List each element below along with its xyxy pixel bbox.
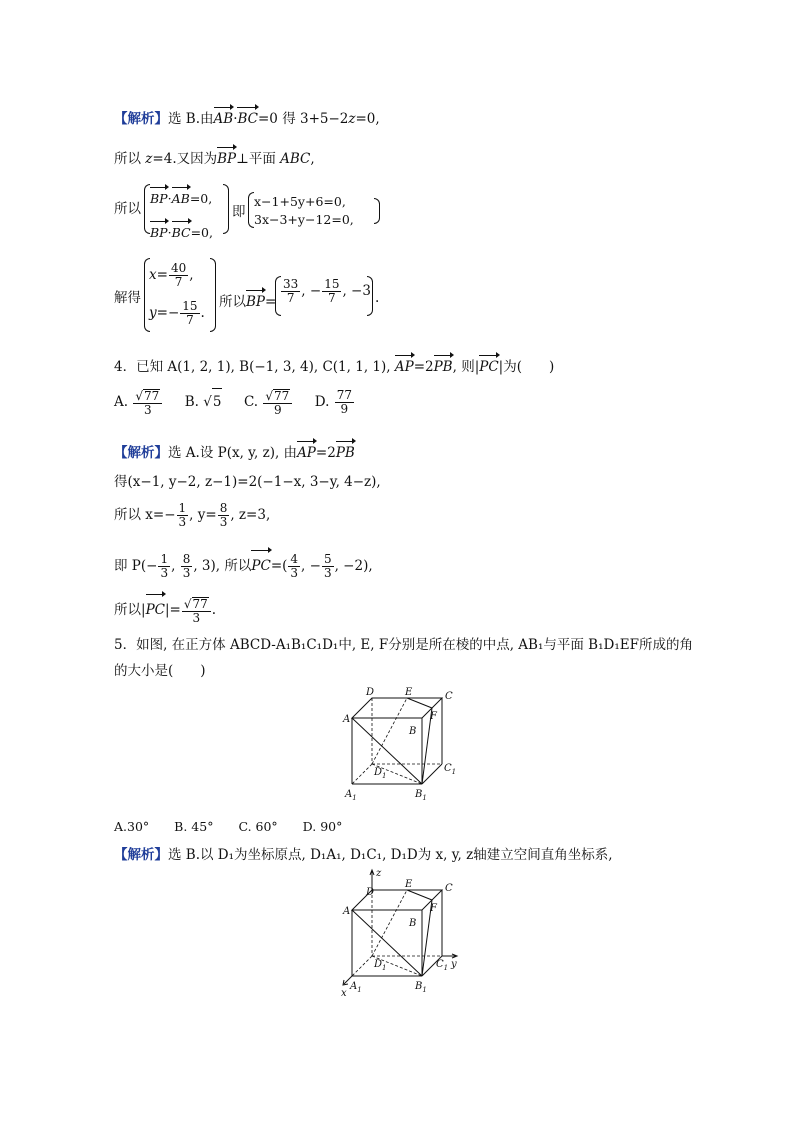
text: . — [375, 290, 380, 306]
solution-5-line-1 — [114, 846, 613, 864]
subscript: 1 — [443, 964, 449, 972]
denominator: 7 — [286, 291, 295, 305]
fraction-15-7b — [322, 278, 341, 305]
question-4-options: A. $\frac{√77}{3}$ B. √5 C. $\frac{√77}{9}$ D. $\frac{77}{9}$ — [114, 388, 352, 417]
solution-tag: 【解析】 — [114, 847, 168, 863]
text: |为( ) — [498, 359, 555, 375]
text: ⊥平面 — [236, 151, 276, 167]
denominator: 3 — [182, 566, 191, 580]
text: 所以| — [114, 602, 146, 618]
solution-3-line-4-label — [114, 289, 141, 307]
solve-y: y=− $\frac{15}{7}$ . — [149, 299, 205, 327]
text: 选 B.以 D₁为坐标原点, D₁A₁, D₁C₁, D₁D为 x, y, z轴建立空间直角坐标系, — [168, 847, 613, 863]
letter: D — [374, 767, 383, 778]
text: , − — [301, 283, 322, 299]
option-c-label: C. — [243, 394, 259, 410]
fraction-33-7 — [281, 278, 300, 305]
solution-tag: 【解析】 — [114, 111, 168, 127]
label-D: D — [366, 687, 375, 698]
option-d-label: D. — [314, 394, 330, 410]
numerator: 8 — [182, 552, 191, 566]
text: =0 得 3+5−2 — [258, 111, 349, 127]
option-b-value: 5 — [212, 388, 223, 415]
solution-3-line-2 — [114, 146, 315, 168]
label-A1 — [344, 789, 357, 802]
denominator: 3 — [192, 610, 201, 625]
label-C1 — [444, 763, 456, 776]
letter: C — [436, 959, 444, 970]
right-brace — [374, 198, 380, 224]
label-D: D — [366, 887, 375, 898]
vector-AB: AB — [172, 186, 190, 208]
label-C1 — [436, 959, 448, 972]
label-B: B — [409, 726, 417, 737]
denominator: 3 — [290, 566, 299, 580]
denominator: 7 — [186, 313, 194, 327]
numerator: 33 — [283, 277, 299, 291]
axis-z-label: z — [376, 868, 382, 879]
vector-PB: PB — [434, 354, 453, 376]
label-D1 — [373, 767, 387, 780]
solution-4-line-4: 即 P(− $\frac{1}{3}$ , $\frac{8}{3}$ , 3), 所以PC=( $\frac{4}{3}$ , − $\frac{5}{3}$ , −2), — [114, 549, 373, 580]
text: 选 B.由 — [168, 111, 214, 127]
text: x= — [149, 267, 168, 283]
text: =0, — [355, 111, 380, 127]
denominator: 9 — [340, 402, 349, 416]
numerator: 8 — [219, 501, 228, 515]
text: z — [145, 151, 153, 167]
text — [232, 203, 246, 221]
solution-3-line-3-label — [114, 200, 141, 218]
letter: B — [415, 789, 423, 800]
fraction-1-3b — [158, 553, 170, 580]
label-C: C — [445, 883, 453, 894]
label-A1 — [349, 981, 362, 994]
solution-3-line-1 — [114, 106, 380, 128]
text: 得(x−1, y−2, z−1)=2(−1−x, 3−y, 4−z), — [114, 474, 381, 490]
fraction-8-3 — [218, 502, 230, 529]
question-4 — [114, 354, 554, 376]
letter: C — [444, 763, 452, 774]
right-paren — [367, 276, 373, 316]
subscript: 1 — [382, 772, 387, 780]
numerator: 1 — [178, 501, 187, 515]
text: ABC — [280, 151, 311, 167]
text: , −2 — [334, 558, 364, 574]
vector-BP: BP — [246, 289, 265, 311]
text: , −3 — [342, 283, 371, 299]
option-b-label: B. — [184, 394, 199, 410]
label-C: C — [445, 691, 453, 702]
vector-BP: BP — [150, 186, 168, 208]
solve-result — [219, 289, 276, 311]
text: · — [233, 111, 238, 127]
text: 解得 — [114, 290, 141, 306]
numerator: 5 — [323, 552, 332, 566]
label-B: B — [409, 918, 417, 929]
text: =2 — [413, 359, 434, 375]
solution-4-line-5: 所以|PC|= $\frac{√77}{3}$ . — [114, 593, 216, 625]
subscript: 1 — [422, 986, 427, 994]
label-A: A — [343, 906, 351, 917]
solution-4-line-3 — [114, 502, 270, 529]
subscript: 1 — [422, 794, 427, 802]
text: =0, — [189, 191, 213, 206]
text: =2 — [315, 445, 336, 461]
numerator: 77 — [336, 388, 352, 402]
denominator: 3 — [160, 566, 169, 580]
text: , 则| — [452, 359, 480, 375]
vector-components — [280, 278, 371, 305]
text: x−1+5y+6=0, — [254, 194, 346, 209]
label-A: A — [343, 714, 351, 725]
label-F: F — [430, 903, 437, 914]
text: y=− — [149, 305, 180, 321]
letter: A — [345, 789, 353, 800]
denominator: 3 — [323, 566, 332, 580]
denominator: 3 — [143, 402, 152, 417]
result-value: $\frac{√77}{3}$ — [182, 597, 211, 625]
radicand: 77 — [274, 388, 290, 403]
numerator: 15 — [182, 299, 198, 313]
text: 3x−3+y−12=0, — [254, 212, 354, 227]
fraction-5-3 — [322, 553, 334, 580]
denominator: 9 — [274, 402, 282, 417]
text: = — [265, 294, 277, 310]
label-F: F — [430, 711, 437, 722]
solution-4-line-2 — [114, 473, 381, 491]
text: , − — [301, 558, 321, 574]
text: 所以 x=− — [114, 507, 176, 523]
option-a-value: $\frac{√77}{3}$ — [133, 389, 162, 417]
text: 所以 — [219, 294, 246, 310]
axis-x-label: x — [341, 988, 347, 999]
numerator: 40 — [170, 261, 187, 275]
vector-BP: BP — [150, 220, 168, 242]
vector-PC: PC — [251, 549, 270, 579]
denominator: 3 — [178, 515, 187, 529]
text: 所以 — [114, 201, 141, 217]
text: , z=3, — [230, 507, 271, 523]
text: 即 — [232, 204, 246, 220]
label-E: E — [405, 687, 413, 698]
denominator: 3 — [219, 515, 228, 529]
letter: D — [374, 959, 383, 970]
label-E: E — [405, 879, 413, 890]
vector-AP: AP — [297, 440, 316, 462]
system-row-1: BP·AB=0, — [150, 186, 212, 208]
denominator: 7 — [174, 275, 183, 289]
vector-PC: PC — [479, 354, 498, 376]
cube-figure-2 — [330, 866, 470, 1002]
text: , 所以 — [215, 558, 252, 574]
subscript: 1 — [352, 794, 357, 802]
text: , — [310, 151, 315, 167]
system-row-4 — [254, 211, 354, 229]
text: 选 A.设 P(x, y, z), 由 — [168, 445, 298, 461]
radicand: 77 — [144, 388, 160, 403]
vector-BC: BC — [172, 220, 191, 242]
option-a-label: A. — [114, 394, 129, 410]
numerator: 15 — [324, 277, 340, 291]
text: |= — [164, 602, 181, 618]
vector-PC: PC — [146, 593, 165, 623]
vector-BC: BC — [237, 106, 258, 128]
text: , 3 — [193, 558, 211, 574]
fraction-15-7 — [180, 300, 199, 327]
fraction-8-3b — [181, 553, 193, 580]
label-D1 — [373, 959, 387, 972]
numerator: 4 — [290, 552, 299, 566]
question-5-options — [114, 818, 342, 836]
axis-y-label: y — [451, 959, 457, 970]
solution-tag: 【解析】 — [114, 445, 168, 461]
vector-AP: AP — [395, 354, 414, 376]
solve-x: x= $\frac{40}{7}$ , — [149, 261, 194, 289]
cube-figure-1 — [330, 684, 470, 804]
text: = — [270, 558, 283, 574]
text: 4．已知 A(1, 2, 1), B(−1, 3, 4), C(1, 1, 1), — [114, 359, 391, 375]
label-B1 — [414, 981, 427, 994]
question-5-line-1 — [114, 636, 693, 654]
text: 即 P — [114, 558, 141, 574]
text: 的大小是( ) — [114, 663, 206, 679]
text: =4.又因为 — [152, 151, 218, 167]
label-B1 — [414, 789, 427, 802]
option-d-value — [335, 389, 354, 416]
text: z — [348, 111, 356, 127]
subscript: 1 — [451, 768, 457, 776]
subscript: 1 — [357, 986, 362, 994]
fraction-40-7 — [169, 262, 188, 289]
radicand: 77 — [192, 596, 208, 611]
subscript: 1 — [382, 964, 387, 972]
letter: B — [415, 981, 423, 992]
letter: A — [350, 981, 358, 992]
numerator: 1 — [160, 552, 169, 566]
text: =0, — [190, 225, 213, 240]
text: A.30° B. 45° C. 60° D. 90° — [114, 819, 343, 834]
solution-4-line-1 — [114, 440, 355, 462]
text: , y= — [189, 507, 217, 523]
option-c-value: $\frac{√77}{9}$ — [263, 389, 292, 417]
denominator: 7 — [328, 291, 336, 305]
right-brace — [223, 184, 229, 234]
system-row-2: BP·BC=0, — [150, 220, 213, 242]
vector-PB: PB — [336, 440, 355, 462]
text: 所以 — [114, 151, 141, 167]
system-row-3 — [254, 193, 346, 211]
text: 5．如图, 在正方体 ABCD-A₁B₁C₁D₁中, E, F分别是所在棱的中点, AB₁与平面 B₁D₁EF所成的角 — [114, 637, 693, 653]
fraction-4-3 — [288, 553, 300, 580]
question-5-line-2 — [114, 662, 206, 680]
right-brace — [210, 258, 216, 332]
vector-AB: AB — [214, 106, 234, 128]
fraction-1-3 — [177, 502, 189, 529]
vector-BP: BP — [217, 146, 236, 168]
